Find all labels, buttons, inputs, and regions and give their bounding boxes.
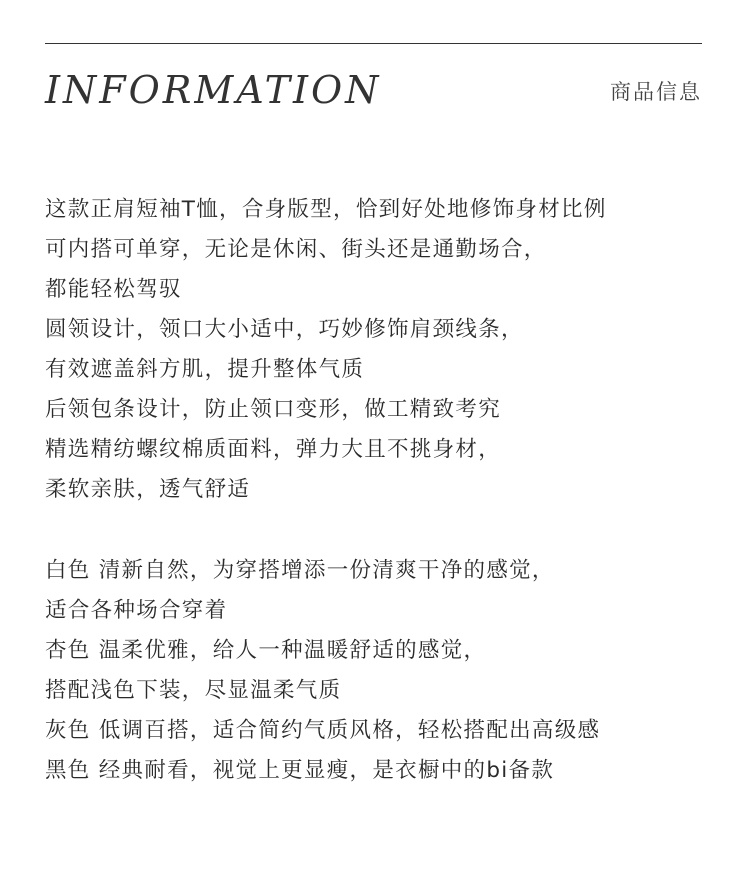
section-title: INFORMATION (45, 68, 382, 112)
description-line: 这款正肩短袖T恤，合身版型，恰到好处地修饰身材比例 (45, 197, 607, 222)
color-line: 灰色 低调百搭，适合简约气质风格，轻松搭配出高级感 (45, 718, 601, 743)
color-descriptions (45, 551, 725, 791)
top-divider (45, 43, 702, 44)
color-line: 白色 清新自然，为穿搭增添一份清爽干净的感觉， (45, 558, 555, 583)
section-subtitle: 商品信息 (610, 80, 702, 104)
description-line: 柔软亲肤，透气舒适 (45, 477, 251, 502)
color-line: 黑色 经典耐看，视觉上更显瘦，是衣橱中的bi备款 (45, 758, 555, 783)
color-line: 杏色 温柔优雅，给人一种温暖舒适的感觉， (45, 638, 487, 663)
description-line: 可内搭可单穿，无论是休闲、街头还是通勤场合， (45, 237, 547, 262)
description-line: 精选精纺螺纹棉质面料，弹力大且不挑身材， (45, 437, 502, 462)
product-description (45, 190, 725, 510)
color-line: 搭配浅色下装，尽显温柔气质 (45, 678, 342, 703)
color-line: 适合各种场合穿着 (45, 598, 228, 623)
description-line: 都能轻松驾驭 (45, 277, 182, 302)
description-line: 后领包条设计，防止领口变形，做工精致考究 (45, 397, 502, 422)
description-line: 圆领设计，领口大小适中，巧妙修饰肩颈线条， (45, 317, 524, 342)
description-line: 有效遮盖斜方肌，提升整体气质 (45, 357, 365, 382)
